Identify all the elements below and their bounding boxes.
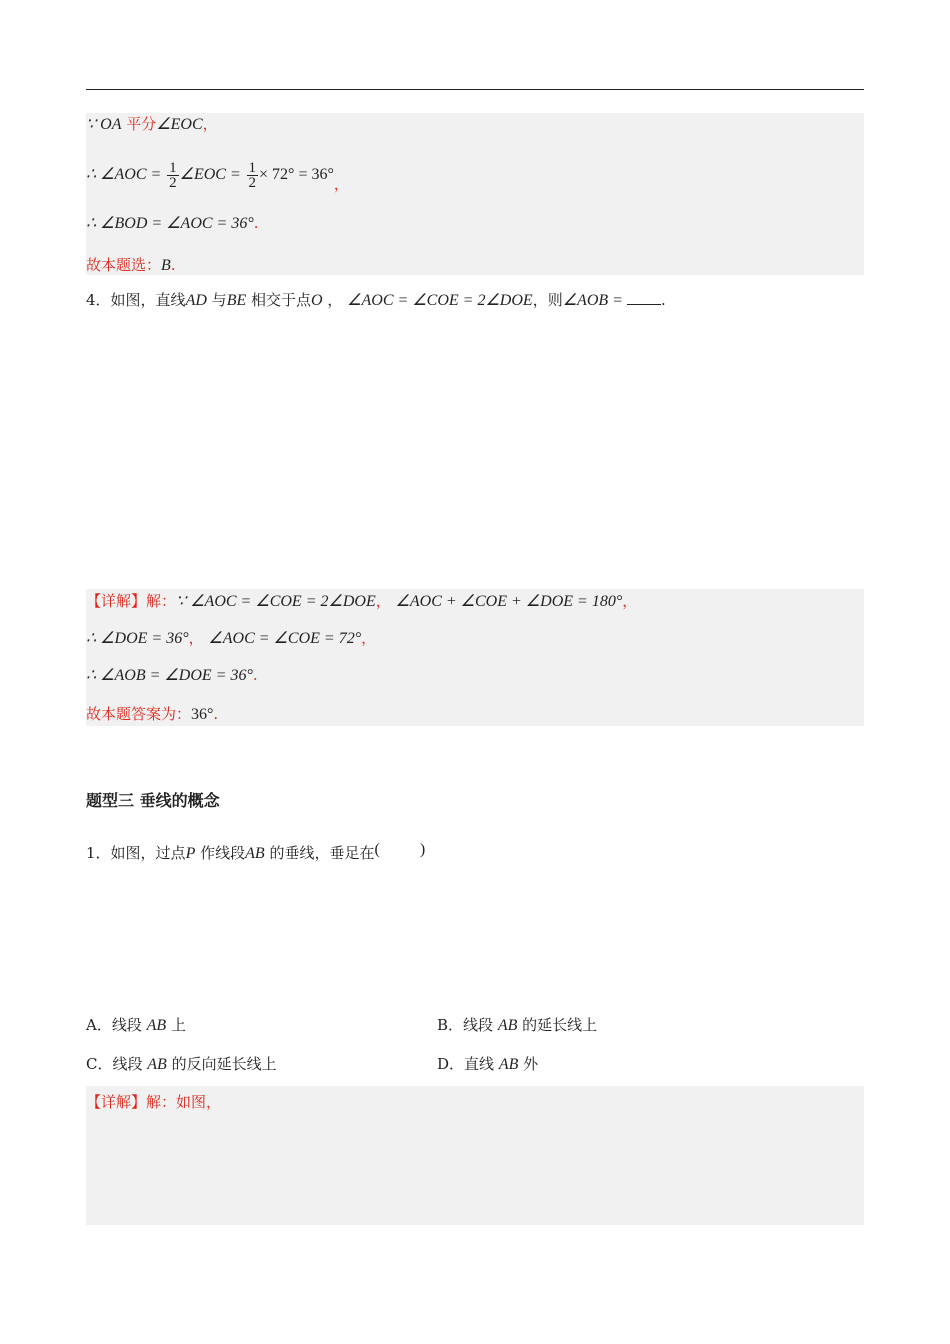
math-doe: ∴ ∠DOE = 36° xyxy=(86,630,189,647)
math-result: × 72° = 36° xyxy=(259,166,334,183)
solution-label: 解： xyxy=(146,592,177,610)
punct: ， xyxy=(622,592,638,610)
detail-tag: 【详解】 xyxy=(86,592,147,610)
solution2-line2 xyxy=(86,627,376,649)
math-aoc-coe: ∠AOC = ∠COE = 72° xyxy=(208,630,362,647)
punct: . xyxy=(253,214,259,232)
q-text: 相交于点 xyxy=(251,291,312,309)
solution1-line4 xyxy=(86,254,176,276)
option-d[interactable] xyxy=(437,1053,538,1075)
math-given: ∵ ∠AOC = ∠COE = 2∠DOE xyxy=(176,593,376,610)
option-c[interactable] xyxy=(86,1053,277,1075)
solution2-line4 xyxy=(86,703,218,725)
q-text: 如图，过点 xyxy=(110,844,186,862)
math-p: P xyxy=(185,845,196,862)
math-aoc-eq: ∴ ∠AOC = xyxy=(86,166,162,183)
text-bisect: 平分 xyxy=(126,115,157,133)
answer-label: 故本题答案为： xyxy=(86,705,192,723)
option-label: B．线段 xyxy=(437,1016,494,1034)
question-1 xyxy=(86,842,425,864)
math-ab: AB xyxy=(147,1056,167,1073)
solution2-line3 xyxy=(86,664,258,686)
solution3-line1 xyxy=(86,1091,221,1113)
math-o: O xyxy=(311,292,323,309)
option-label: A．线段 xyxy=(86,1016,142,1034)
math-oa: ∵ OA xyxy=(86,116,122,133)
math-bod: ∴ ∠BOD = ∠AOC = 36° xyxy=(86,215,254,232)
question-4 xyxy=(86,289,666,311)
question-number: 1． xyxy=(86,844,111,862)
q-text: ， xyxy=(327,291,343,309)
solution-block-1 xyxy=(86,113,864,275)
answer-blank xyxy=(627,290,661,305)
math-ab: AB xyxy=(245,845,265,862)
math-condition: ∠AOC = ∠COE = 2∠DOE xyxy=(347,292,533,309)
punct: ， xyxy=(333,175,349,193)
solution2-line1 xyxy=(86,590,637,612)
solution1-line1 xyxy=(86,113,218,135)
q-text: . xyxy=(660,291,666,309)
math-aob: ∠AOB = xyxy=(562,292,623,309)
punct: ， xyxy=(202,115,218,133)
solution1-line3 xyxy=(86,212,259,234)
punct: ， xyxy=(375,592,391,610)
math-ab: AB xyxy=(497,1017,518,1034)
answer-value: 36° xyxy=(191,706,214,723)
punct: . xyxy=(213,705,219,723)
fraction-half: $\frac{1}{2}$ xyxy=(169,159,177,191)
math-eoc: ∠EOC xyxy=(156,116,203,133)
option-label: C．线段 xyxy=(86,1055,143,1073)
option-text: 的反向延长线上 xyxy=(171,1055,277,1073)
punct: . xyxy=(252,666,258,684)
q-text: ，则 xyxy=(532,291,563,309)
math-be: BE xyxy=(226,292,247,309)
math-ab: AB xyxy=(146,1017,167,1034)
paren-open: ( xyxy=(374,841,380,858)
question-number: 4． xyxy=(86,291,111,309)
paren-close: ) xyxy=(419,841,426,858)
header-rule xyxy=(86,89,864,90)
solution-text: 解：如图， xyxy=(146,1093,222,1111)
option-text: 的延长线上 xyxy=(522,1016,598,1034)
section-title: 题型三 垂线的概念 xyxy=(86,791,220,810)
math-aob-result: ∴ ∠AOB = ∠DOE = 36° xyxy=(86,667,253,684)
fraction-half-2: $\frac{1}{2}$ xyxy=(248,159,257,191)
math-eoc-eq: ∠EOC = xyxy=(179,166,241,183)
answer-label: 故本题选： xyxy=(86,256,162,274)
q-text: 与 xyxy=(211,291,227,309)
q-text: 作线段 xyxy=(200,844,246,862)
solution1-line2 xyxy=(86,156,349,192)
punct: ， xyxy=(188,629,204,647)
option-text: 上 xyxy=(170,1016,186,1034)
option-text: 外 xyxy=(523,1055,539,1073)
q-text: 的垂线，垂足在 xyxy=(269,844,375,862)
punct: ， xyxy=(361,629,377,647)
q-text: 如图，直线 xyxy=(110,291,186,309)
option-label: D．直线 xyxy=(437,1055,495,1073)
answer-value: B xyxy=(161,257,171,274)
punct: . xyxy=(170,256,176,274)
math-ad: AD xyxy=(185,292,207,309)
math-sum: ∠AOC + ∠COE + ∠DOE = 180° xyxy=(395,593,623,610)
detail-tag: 【详解】 xyxy=(86,1093,147,1111)
math-ab: AB xyxy=(498,1056,519,1073)
option-b[interactable] xyxy=(437,1014,597,1036)
option-a[interactable] xyxy=(86,1014,186,1036)
